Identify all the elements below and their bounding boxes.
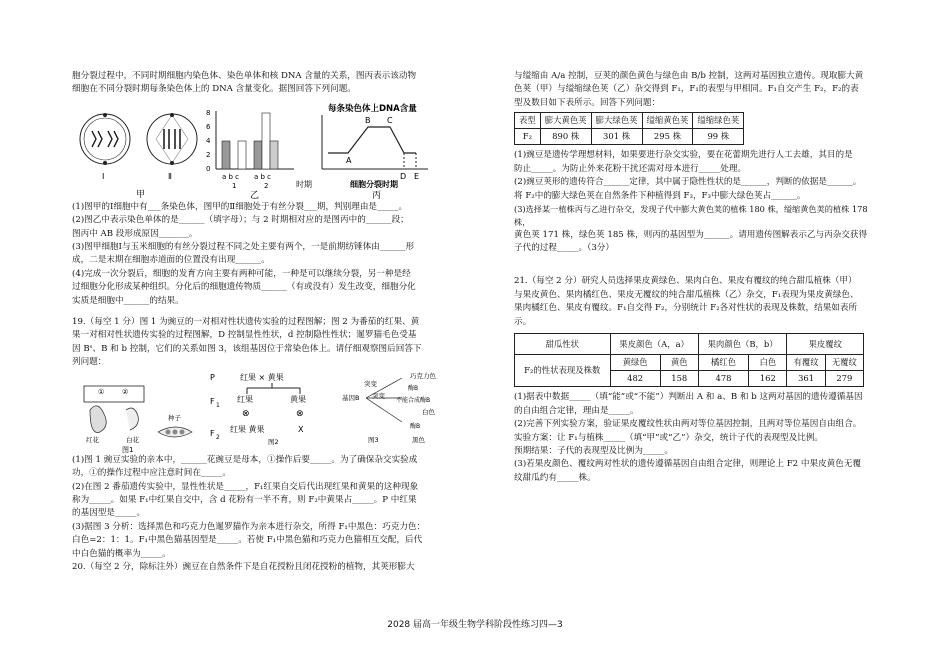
page-footer: 2028 届高一年级生物学科阶段性练习四—3 bbox=[387, 620, 563, 630]
table-row: 482 158 478 162 361 279 bbox=[515, 371, 864, 387]
svg-text:红果: 红果 bbox=[237, 394, 253, 404]
axis-label: 细胞分裂时期 bbox=[350, 179, 398, 189]
cell-2-label: Ⅱ bbox=[168, 171, 172, 181]
intro-line: 细胞在不同分裂时期每条染色体上的 DNA 含量变化。据图回答下列问题。 bbox=[72, 84, 356, 95]
table-row: F₂ 890 株 301 株 295 株 99 株 bbox=[515, 129, 744, 145]
svg-text:图1: 图1 bbox=[122, 445, 134, 454]
svg-text:2: 2 bbox=[206, 150, 211, 159]
svg-text:巧克力色: 巧克力色 bbox=[410, 371, 436, 380]
cell-1-label: Ⅰ bbox=[102, 171, 105, 181]
figure-3-cat-color bbox=[342, 371, 437, 444]
svg-text:0: 0 bbox=[206, 164, 211, 173]
svg-text:基因B: 基因B bbox=[342, 393, 360, 402]
bar-2b bbox=[262, 113, 270, 169]
svg-text:4: 4 bbox=[206, 136, 211, 145]
figure-yi bbox=[206, 109, 312, 201]
svg-text:8: 8 bbox=[206, 108, 211, 117]
right-column bbox=[514, 70, 878, 485]
svg-text:⊗: ⊗ bbox=[296, 408, 304, 419]
svg-text:D: D bbox=[400, 171, 407, 181]
figure-2-tomato-cross bbox=[210, 372, 306, 446]
table-row: F₂的性状表现及株数 黄绿色 黄色 橘红色 白色 有覆纹 无覆纹 bbox=[515, 355, 864, 371]
svg-text:1: 1 bbox=[216, 401, 220, 409]
svg-text:2: 2 bbox=[264, 181, 269, 190]
svg-text:突变: 突变 bbox=[364, 379, 377, 388]
axis-label: 时期 bbox=[296, 179, 312, 189]
left-column bbox=[72, 70, 470, 574]
figure-jia-caption: 甲 bbox=[136, 189, 146, 200]
bar-2a bbox=[254, 141, 262, 169]
svg-text:P: P bbox=[210, 372, 215, 382]
question-21: (1)据表中数据_____（填“能”或“不能”）判断出 A 和 a、B 和 b 这两对基因的遗传遵循基因 的自由组合定律，理由是_____。 (2)完善下列实验方案，验证果皮覆纹性状由两对等位基因控制，且两对等位基因自由组合。 实验方案：让 F₁与植株_____（填“甲”或“乙”）杂交，统计子代的表现型及比例。 预期结果：子代的表现型及比例为_____。 (3)若果皮颜色、覆纹两对性状的遗传遵循基因自由组合定律，则理论上 F2 中果皮黄色无覆 纹甜瓜约有_____株。 bbox=[514, 392, 863, 483]
figure-bing bbox=[322, 103, 428, 201]
svg-text:X: X bbox=[298, 424, 304, 434]
figure-19 bbox=[72, 370, 470, 454]
svg-text:A: A bbox=[346, 155, 352, 165]
bar-2c bbox=[270, 141, 278, 169]
chart-title: 每条染色体上DNA含量 bbox=[328, 103, 417, 114]
svg-text:⊗: ⊗ bbox=[242, 408, 250, 419]
svg-text:a b c: a b c bbox=[254, 172, 272, 181]
svg-text:图3: 图3 bbox=[368, 435, 379, 444]
svg-text:C: C bbox=[387, 115, 393, 125]
table-f2-phenotypes bbox=[514, 112, 744, 145]
figure-1-pea-cross bbox=[84, 386, 192, 454]
svg-text:酶B: 酶B bbox=[408, 384, 419, 392]
svg-text:红果 × 黄果: 红果 × 黄果 bbox=[240, 372, 284, 382]
svg-text:2: 2 bbox=[216, 433, 220, 441]
svg-text:E: E bbox=[414, 171, 420, 181]
svg-text:②: ② bbox=[122, 387, 129, 396]
bar-1c bbox=[238, 141, 246, 169]
svg-text:红果 黄果: 红果 黄果 bbox=[230, 424, 265, 434]
svg-text:6: 6 bbox=[206, 122, 211, 131]
question-21-intro: 21.（每空 2 分）研究人员选择果皮黄绿色、果肉白色、果皮有覆纹的纯合甜瓜植株（甲） 与果皮黄色、果肉橘红色、果皮无覆纹的纯合甜瓜植株（乙）杂交，F₁表现为果皮黄绿色、 果肉橘红色、果皮有覆纹。F₁自交得 F₂，分别统计 F₂各对性状的表现及株数，结果如表所 示。 bbox=[514, 276, 859, 327]
cell-1-drawing bbox=[80, 113, 130, 165]
question-20: (1)豌豆是遗传学理想材料，如果要进行杂交实验，要在花蕾期先进行人工去雄，其目的是 防止_____。为防止外来花粉干扰还需对母本进行_____处理。 (2)豌豆荚形的遗传符合______定律，其中属于隐性性状的是______，判断的依据是______。 将 F₂中的膨大绿色荚在自然条件下种植得到 F₃，F₃中膨大绿色荚占______。 (3)选择某一植株丙与乙进行杂交，发现子代中膨大黄色荚的植株 180 株，缢缩黄色荚的植株 178 株， 黄色荚 171 株，绿色荚 185 株，则丙的基因型为______。请用遗传图解表示乙与丙杂交获得 子代的过程_____。（3分） bbox=[514, 150, 868, 254]
question-19-intro: 19.（每空 1 分）图 1 为豌豆的一对相对性状遗传实验的过程图解；图 2 为番茄的红果、黄 果一对相对性状遗传实验的过程图解，D 控制显性性状，d 控制隐性性状；暹罗猫毛色受基 因 Bˢ、B 和 b 控制，它们的关系如图 3，该组基因位于常染色体上。请仔细观察图后回答下 列问题： bbox=[72, 317, 422, 368]
table-row: 甜瓜性状 果皮颜色（A，a） 果肉颜色（B，b） 果皮覆纹 bbox=[515, 334, 864, 355]
svg-text:F: F bbox=[210, 428, 215, 438]
bar-1a bbox=[222, 141, 230, 169]
svg-text:a b c: a b c bbox=[222, 172, 240, 181]
svg-text:①: ① bbox=[98, 387, 105, 396]
svg-text:黄果: 黄果 bbox=[290, 394, 306, 404]
svg-text:图2: 图2 bbox=[268, 437, 279, 446]
question-20-intro: 与缢缩由 A/a 控制，豆荚的颜色黄色与绿色由 B/b 控制，这两对基因独立遗传。现取膨大黄 色荚（甲）与缢缩绿色荚（乙）杂交得到 F₁，F₁的表型与甲相同。F₁自交产生 F₂，F₂的表 型及数目如下表所示。回答下列问题： bbox=[514, 71, 864, 108]
table-row: 表型 膨大黄色荚 膨大绿色荚 缢缩黄色荚 缢缩绿色荚 bbox=[515, 113, 744, 129]
svg-text:白花: 白花 bbox=[126, 435, 139, 444]
svg-text:红花: 红花 bbox=[86, 435, 99, 444]
figure-bing-caption: 丙 bbox=[372, 190, 382, 201]
question-18: (1)图甲的Ⅰ细胞中有___条染色体，图甲的Ⅱ细胞处于有丝分裂___期，判别理由是_____。 (2)图乙中表示染色单体的是______（填字母）；与 2 时期相对应的是图丙中的______段； 图丙中 AB 段形成原因_______。 (3)图甲细胞Ⅰ与玉米细胞的有丝分裂过程不同之处主要有两个，一是前期纺锤体由______形 成，二是末期在细胞赤道面的位置没有出现______。 (4)完成一次分裂后，细胞的发育方向主要有两种可能，一种是可以继续分裂，另一种是经 过细胞分化形成某种组织。分化后的细胞遗传物质______（有或没有）发生改变，细胞分化 实质是细胞中______的结果。 bbox=[72, 201, 416, 306]
figure-yi-caption: 乙 bbox=[250, 190, 260, 201]
question-19: (1)图 1 豌豆实验的亲本中，______花豌豆是母本，①操作后要_____。为了确保杂交实验成 功，①的操作过程中应注意时间在_____。 (2)在图 2 番茄遗传实验中，显性性状是_____，F₁红果自交后代出现红果和黄果的这种现象 称为_____。如果 F₁中红果自交中，含 d 花粉有一半不育，则 F₂中黄果占_____。P 中红果 的基因型是_____。 (3)据图 3 分析：选择黑色和巧克力色暹罗猫作为亲本进行杂交，所得 F₁中黑色：巧克力色： 白色=2：1：1。F₁中黑色猫基因型是_____。若使 F₁中黑色猫和巧克力色猫相互交配，后代 中白色猫的概率为_____。 20.（每空 2 分，除标注外）豌豆在自然条件下是自花授粉且闭花授粉的植物，其荚形膨大 bbox=[72, 454, 426, 572]
svg-text:不能合成酶B: 不能合成酶B bbox=[396, 396, 431, 404]
svg-text:突变: 突变 bbox=[372, 391, 385, 400]
cell-2-drawing bbox=[147, 113, 197, 165]
svg-text:白色: 白色 bbox=[422, 407, 435, 416]
svg-text:种子: 种子 bbox=[168, 413, 181, 422]
svg-text:酶B: 酶B bbox=[410, 422, 421, 430]
svg-text:1: 1 bbox=[232, 181, 237, 190]
svg-text:B: B bbox=[365, 115, 371, 125]
svg-text:黑色: 黑色 bbox=[412, 435, 425, 444]
intro-line: 胞分裂过程中，不同时期细胞内染色体、染色单体和核 DNA 含量的关系，图丙表示该动物 bbox=[72, 71, 417, 81]
dna-curve bbox=[328, 127, 416, 153]
figure-18 bbox=[72, 101, 470, 201]
svg-text:F: F bbox=[210, 396, 215, 406]
table-melon-traits bbox=[514, 333, 864, 387]
